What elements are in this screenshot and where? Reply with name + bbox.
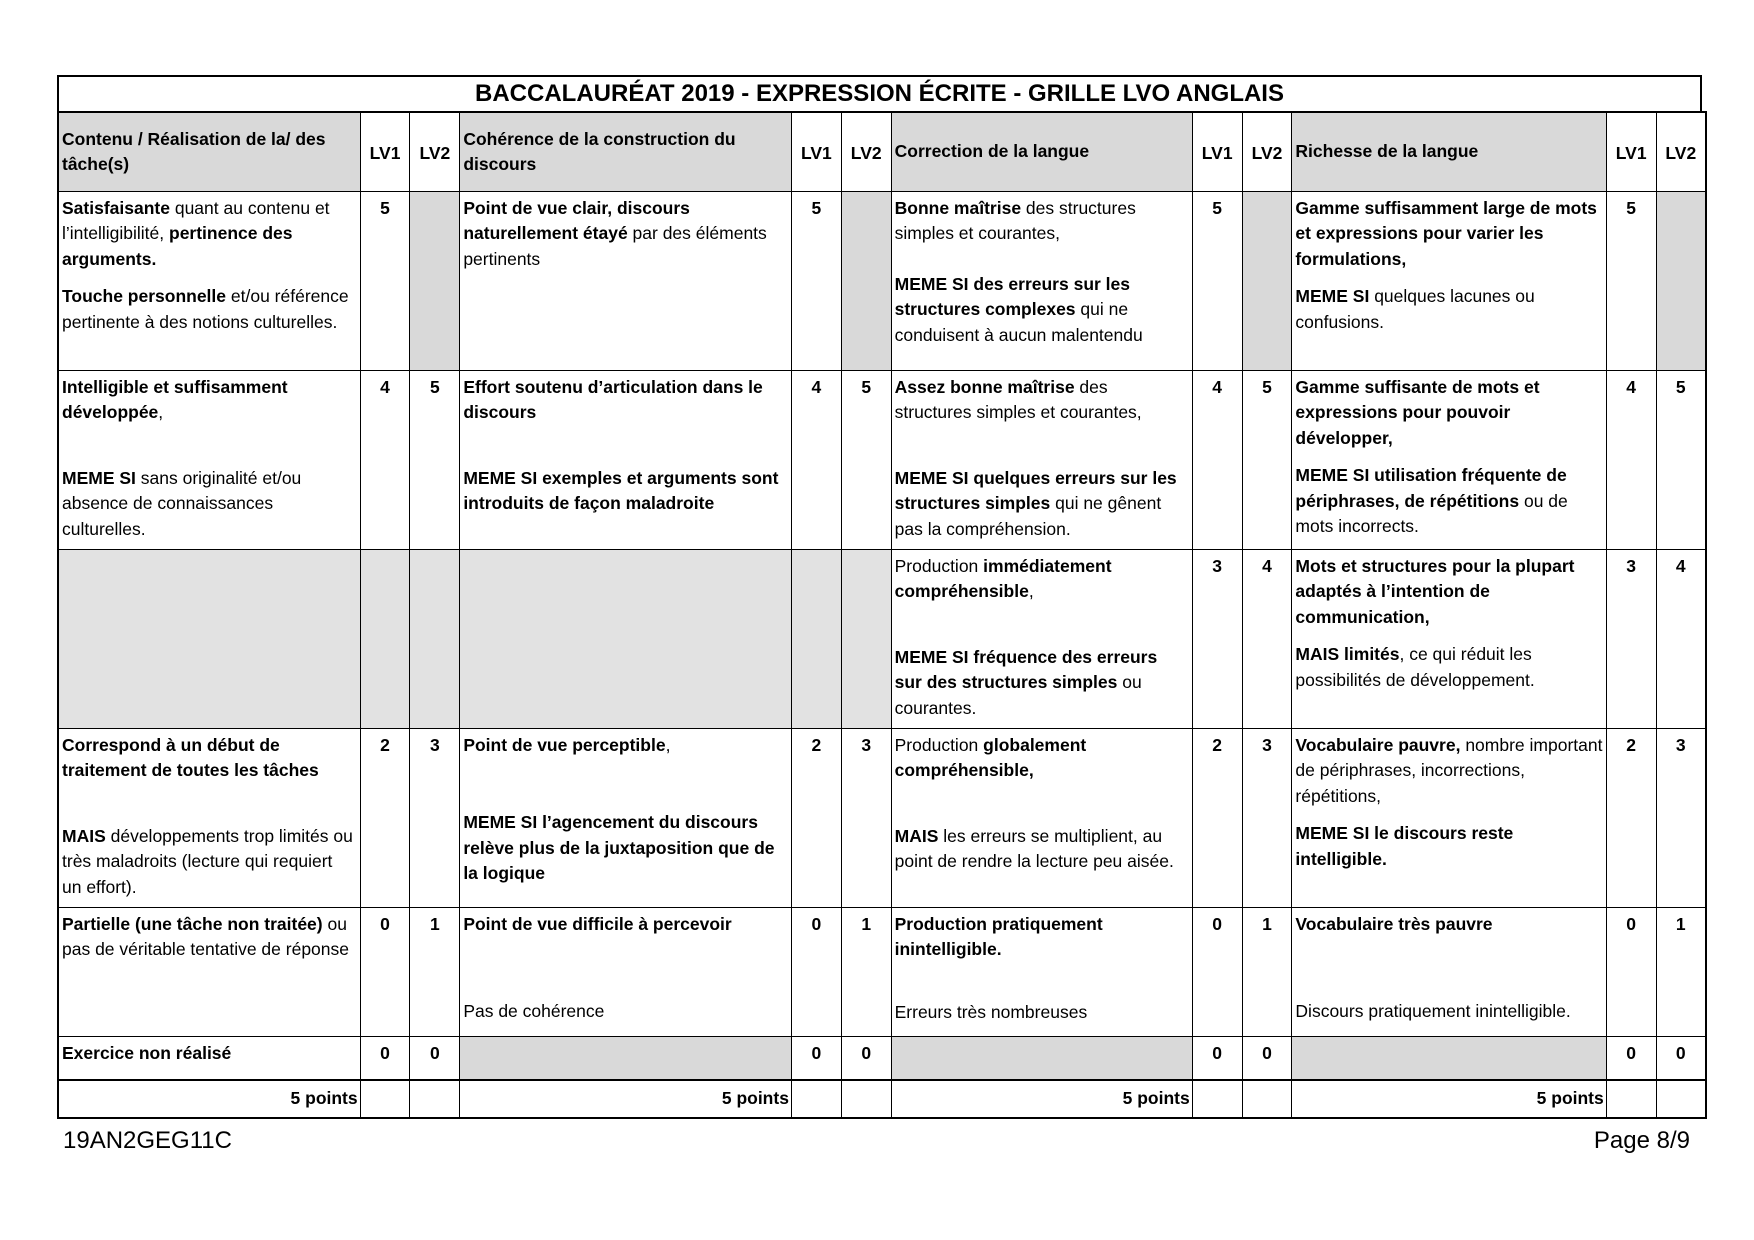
score-lv1: 3 — [1606, 550, 1656, 729]
criterion-cell: Assez bonne maîtrise des structures simples et courantes, MEME SI quelques erreurs sur les structures simples qui ne gênent pas la compréhension. — [891, 371, 1192, 550]
empty-cell — [791, 1080, 841, 1118]
header-lv1: LV1 — [360, 112, 410, 192]
score-lv1: 2 — [1606, 729, 1656, 908]
score-lv2: 5 — [841, 371, 891, 550]
empty-cell — [58, 550, 360, 729]
header-lv2: LV2 — [410, 112, 460, 192]
score-lv2: 1 — [1242, 908, 1292, 1037]
score-lv1: 2 — [791, 729, 841, 908]
score-lv1: 0 — [1606, 908, 1656, 1037]
header-coherence: Cohérence de la construction du discours — [460, 112, 792, 192]
empty-cell — [1292, 1037, 1606, 1081]
criterion-cell: Production immédiatement compréhensible, MEME SI fréquence des erreurs sur des structures simples ou courantes. — [891, 550, 1192, 729]
header-row — [58, 112, 1706, 192]
empty-cell — [841, 1080, 891, 1118]
criterion-cell: Point de vue clair, discours naturellement étayé par des éléments pertinents — [460, 192, 792, 371]
score-lv2: 4 — [1242, 550, 1292, 729]
page-number: Page 8/9 — [1593, 1127, 1690, 1154]
criterion-cell: Partielle (une tâche non traitée) ou pas de véritable tentative de réponse — [58, 908, 360, 1037]
header-contenu: Contenu / Réalisation de la/ des tâche(s) — [58, 112, 360, 192]
table-row — [58, 908, 1706, 1037]
empty-cell — [410, 1080, 460, 1118]
score-lv1: 5 — [791, 192, 841, 371]
empty-cell — [460, 1037, 792, 1081]
table-row — [58, 192, 1706, 371]
score-lv1: 2 — [1192, 729, 1242, 908]
header-lv1: LV1 — [1192, 112, 1242, 192]
empty-cell — [841, 550, 891, 729]
score-lv1: 0 — [360, 1037, 410, 1081]
table-row — [58, 1037, 1706, 1081]
header-lv2: LV2 — [1242, 112, 1292, 192]
score-lv1: 5 — [1192, 192, 1242, 371]
criterion-cell: Correspond à un début de traitement de toutes les tâches MAIS développements trop limités ou très maladroits (lecture qui requiert un effort). — [58, 729, 360, 908]
score-lv2-empty — [841, 192, 891, 371]
header-richesse: Richesse de la langue — [1292, 112, 1606, 192]
score-lv1: 0 — [360, 908, 410, 1037]
empty-cell — [1192, 1080, 1242, 1118]
score-lv1: 5 — [360, 192, 410, 371]
total-row — [58, 1080, 1706, 1118]
criterion-cell: Gamme suffisante de mots et expressions pour pouvoir développer, MEME SI utilisation fréquente de périphrases, de répétitions ou de mots incorrects. — [1292, 371, 1606, 550]
score-lv2: 1 — [410, 908, 460, 1037]
score-lv1: 2 — [360, 729, 410, 908]
score-lv2: 0 — [841, 1037, 891, 1081]
empty-cell — [1656, 1080, 1706, 1118]
empty-cell — [1606, 1080, 1656, 1118]
criterion-cell: Gamme suffisamment large de mots et expressions pour varier les formulations, MEME SI quelques lacunes ou confusions. — [1292, 192, 1606, 371]
score-lv1: 0 — [791, 1037, 841, 1081]
page-title: BACCALAURÉAT 2019 - EXPRESSION ÉCRITE - GRILLE LVO ANGLAIS — [57, 75, 1702, 111]
criterion-cell: Mots et structures pour la plupart adaptés à l’intention de communication, MAIS limités, ce qui réduit les possibilités de développement. — [1292, 550, 1606, 729]
score-lv2: 5 — [410, 371, 460, 550]
total-points: 5 points — [1292, 1080, 1606, 1118]
criterion-cell: Exercice non réalisé — [58, 1037, 360, 1081]
empty-cell — [1242, 1080, 1292, 1118]
score-lv2: 0 — [1242, 1037, 1292, 1081]
score-lv2: 3 — [841, 729, 891, 908]
criterion-cell: Effort soutenu d’articulation dans le discours MEME SI exemples et arguments sont introduits de façon maladroite — [460, 371, 792, 550]
empty-cell — [460, 550, 792, 729]
empty-cell — [891, 1037, 1192, 1081]
header-lv2: LV2 — [1656, 112, 1706, 192]
score-lv1: 4 — [360, 371, 410, 550]
document-code: 19AN2GEG11C — [63, 1127, 232, 1154]
score-lv2: 3 — [1242, 729, 1292, 908]
total-points: 5 points — [891, 1080, 1192, 1118]
criterion-cell: Point de vue difficile à percevoir Pas de cohérence — [460, 908, 792, 1037]
table-row — [58, 371, 1706, 550]
header-correction: Correction de la langue — [891, 112, 1192, 192]
grading-grid — [57, 111, 1707, 1119]
score-lv2: 5 — [1242, 371, 1292, 550]
header-lv1: LV1 — [1606, 112, 1656, 192]
score-lv2-empty — [1242, 192, 1292, 371]
table-row — [58, 729, 1706, 908]
score-lv1: 4 — [1606, 371, 1656, 550]
total-points: 5 points — [460, 1080, 792, 1118]
criterion-cell: Production pratiquement inintelligible. Erreurs très nombreuses — [891, 908, 1192, 1037]
score-lv2: 0 — [1656, 1037, 1706, 1081]
empty-cell — [410, 550, 460, 729]
score-lv1: 0 — [791, 908, 841, 1037]
score-lv1: 4 — [1192, 371, 1242, 550]
criterion-cell: Satisfaisante quant au contenu et l’intelligibilité, pertinence des arguments. Touche personnelle et/ou référence pertinente à des notions culturelles. — [58, 192, 360, 371]
criterion-cell: Vocabulaire très pauvre Discours pratiquement inintelligible. — [1292, 908, 1606, 1037]
score-lv2: 3 — [410, 729, 460, 908]
criterion-cell: Point de vue perceptible, MEME SI l’agencement du discours relève plus de la juxtaposition que de la logique — [460, 729, 792, 908]
score-lv2: 4 — [1656, 550, 1706, 729]
criterion-cell: Intelligible et suffisamment développée, MEME SI sans originalité et/ou absence de connaissances culturelles. — [58, 371, 360, 550]
score-lv1: 0 — [1606, 1037, 1656, 1081]
score-lv2: 1 — [1656, 908, 1706, 1037]
header-lv1: LV1 — [791, 112, 841, 192]
score-lv1: 3 — [1192, 550, 1242, 729]
criterion-cell: Production globalement compréhensible, MAIS les erreurs se multiplient, au point de rendre la lecture peu aisée. — [891, 729, 1192, 908]
score-lv2-empty — [1656, 192, 1706, 371]
score-lv1: 0 — [1192, 1037, 1242, 1081]
total-points: 5 points — [58, 1080, 360, 1118]
empty-cell — [791, 550, 841, 729]
score-lv1: 5 — [1606, 192, 1656, 371]
score-lv2: 0 — [410, 1037, 460, 1081]
criterion-cell: Bonne maîtrise des structures simples et courantes, MEME SI des erreurs sur les structures complexes qui ne conduisent à aucun malentendu — [891, 192, 1192, 371]
empty-cell — [360, 1080, 410, 1118]
score-lv2-empty — [410, 192, 460, 371]
score-lv1: 0 — [1192, 908, 1242, 1037]
score-lv2: 5 — [1656, 371, 1706, 550]
score-lv2: 3 — [1656, 729, 1706, 908]
score-lv1: 4 — [791, 371, 841, 550]
criterion-cell: Vocabulaire pauvre, nombre important de périphrases, incorrections, répétitions, MEME SI le discours reste intelligible. — [1292, 729, 1606, 908]
header-lv2: LV2 — [841, 112, 891, 192]
score-lv2: 1 — [841, 908, 891, 1037]
empty-cell — [360, 550, 410, 729]
table-row — [58, 550, 1706, 729]
